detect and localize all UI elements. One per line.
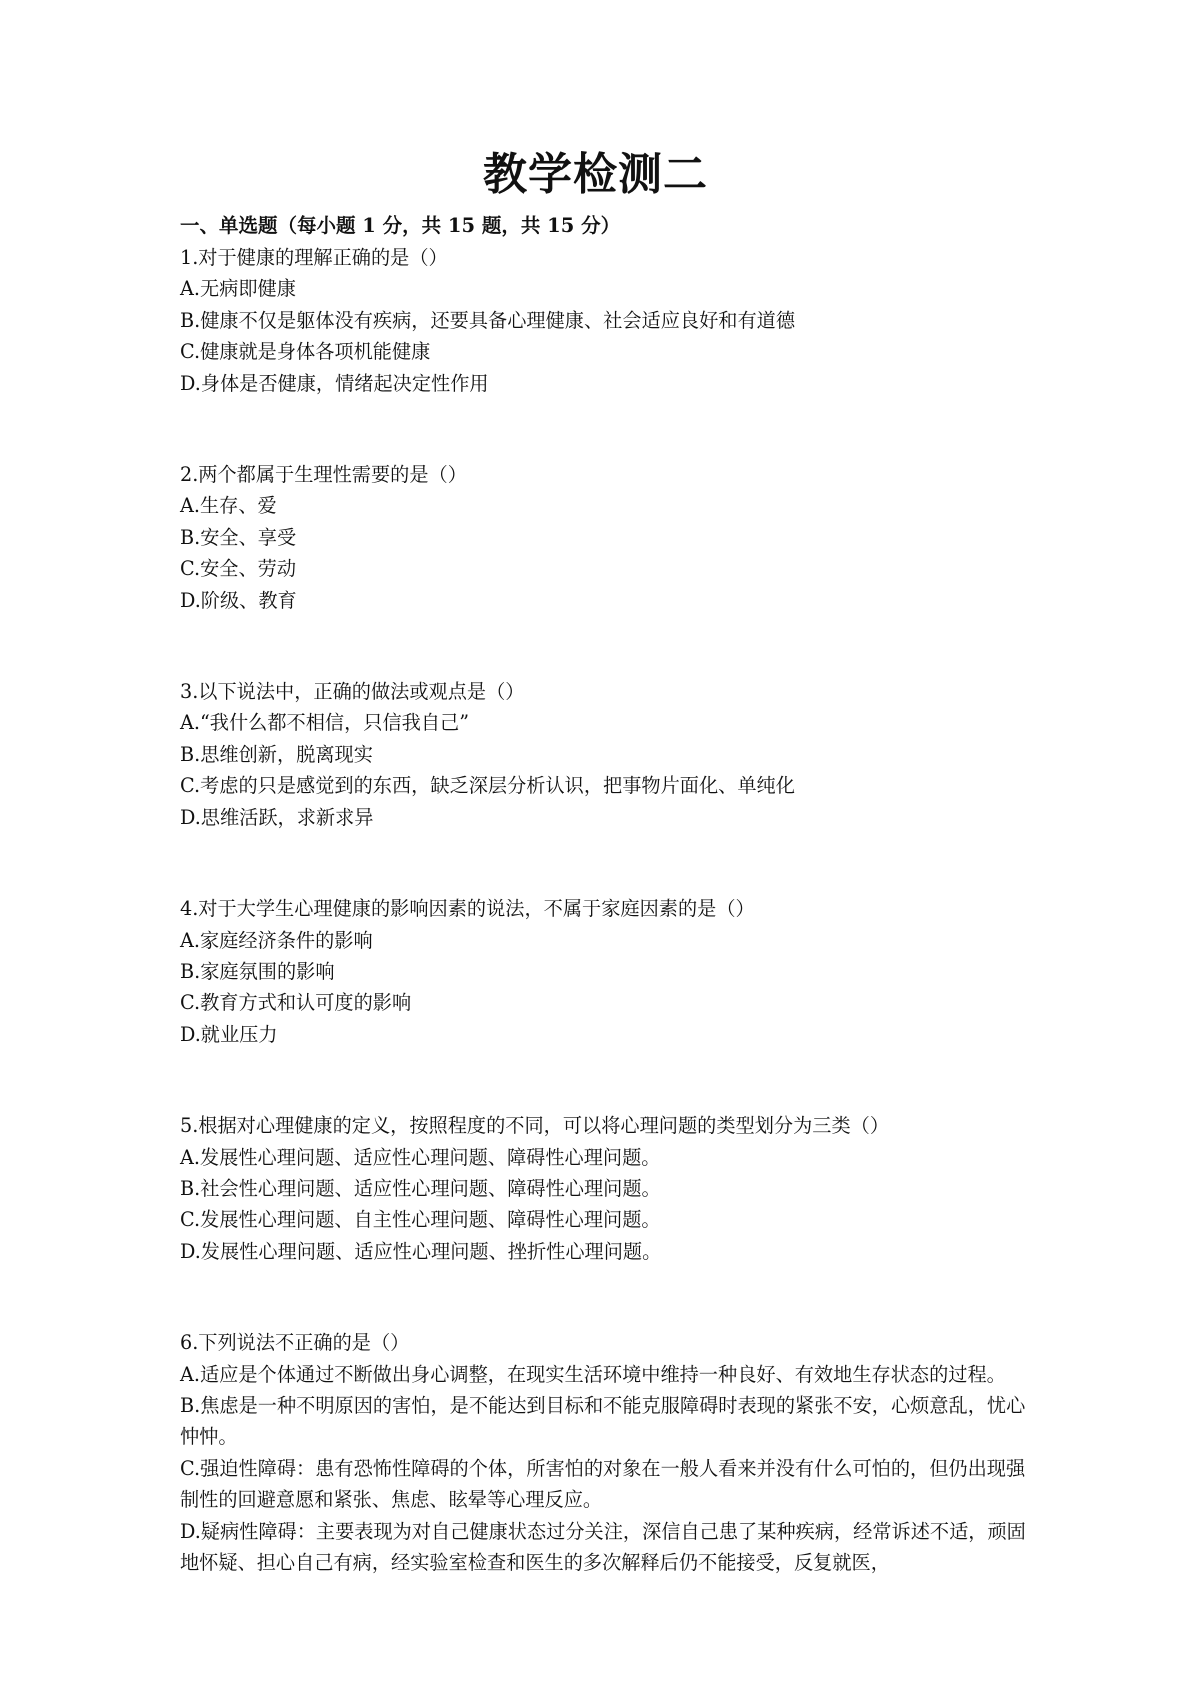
question-3 bbox=[180, 676, 1038, 833]
page-title: 教学检测二 bbox=[483, 149, 708, 200]
section-heading: 一、单选题（每小题 1 分，共 15 题，共 15 分） bbox=[180, 214, 621, 237]
option-b: B.焦虑是一种不明原因的害怕，是不能达到目标和不能克服障碍时表现的紧张不安，心烦意乱，忧心忡忡。 bbox=[180, 1393, 1026, 1449]
question-1 bbox=[180, 242, 1038, 399]
option-b: B.健康不仅是躯体没有疾病，还要具备心理健康、社会适应良好和有道德 bbox=[180, 308, 796, 332]
option-c: C.强迫性障碍：患有恐怖性障碍的个体，所害怕的对象在一般人看来并没有什么可怕的，但仍出现强制性的回避意愿和紧张、焦虑、眩晕等心理反应。 bbox=[180, 1456, 1026, 1512]
question-2 bbox=[180, 459, 1038, 616]
option-a: A.家庭经济条件的影响 bbox=[180, 928, 373, 952]
option-c: C.考虑的只是感觉到的东西，缺乏深层分析认识，把事物片面化、单纯化 bbox=[180, 774, 795, 798]
question-5 bbox=[180, 1110, 1038, 1267]
question-6 bbox=[180, 1327, 1038, 1578]
option-b: B.家庭氛围的影响 bbox=[180, 959, 335, 983]
option-b: B.思维创新，脱离现实 bbox=[180, 742, 373, 766]
option-d: D.发展性心理问题、适应性心理问题、挫折性心理问题。 bbox=[180, 1239, 662, 1263]
question-stem: 2.两个都属于生理性需要的是（） bbox=[180, 463, 467, 487]
option-c: C.发展性心理问题、自主性心理问题、障碍性心理问题。 bbox=[180, 1208, 661, 1232]
question-stem: 3.以下说法中，正确的做法或观点是（） bbox=[180, 680, 525, 704]
option-d: D.阶级、教育 bbox=[180, 588, 297, 612]
option-c: C.安全、劳动 bbox=[180, 557, 297, 581]
option-d: D.就业压力 bbox=[180, 1022, 278, 1046]
question-stem: 5.根据对心理健康的定义，按照程度的不同，可以将心理问题的类型划分为三类（） bbox=[180, 1114, 890, 1138]
option-a: A.适应是个体通过不断做出身心调整，在现实生活环境中维持一种良好、有效地生存状态的过程。 bbox=[180, 1362, 1006, 1386]
question-stem: 4.对于大学生心理健康的影响因素的说法，不属于家庭因素的是（） bbox=[180, 897, 755, 921]
question-stem: 1.对于健康的理解正确的是（） bbox=[180, 246, 448, 269]
option-a: A.发展性心理问题、适应性心理问题、障碍性心理问题。 bbox=[180, 1145, 661, 1169]
option-d: D.身体是否健康，情绪起决定性作用 bbox=[180, 371, 489, 395]
option-a: A.生存、爱 bbox=[180, 494, 277, 518]
option-a: A.“我什么都不相信，只信我自己” bbox=[180, 711, 470, 735]
question-list bbox=[180, 242, 1038, 1638]
option-d: D.思维活跃，求新求异 bbox=[180, 805, 374, 829]
question-stem: 6.下列说法不正确的是（） bbox=[180, 1331, 410, 1355]
option-b: B.安全、享受 bbox=[180, 525, 297, 549]
option-b: B.社会性心理问题、适应性心理问题、障碍性心理问题。 bbox=[180, 1176, 661, 1200]
question-4 bbox=[180, 893, 1038, 1050]
option-a: A.无病即健康 bbox=[180, 277, 296, 301]
option-d: D.疑病性障碍：主要表现为对自己健康状态过分关注，深信自己患了某种疾病，经常诉述不适，顽固地怀疑、担心自己有病，经实验室检查和医生的多次解释后仍不能接受，反复就医， bbox=[180, 1519, 1026, 1574]
option-c: C.教育方式和认可度的影响 bbox=[180, 991, 412, 1015]
option-c: C.健康就是身体各项机能健康 bbox=[180, 340, 431, 364]
